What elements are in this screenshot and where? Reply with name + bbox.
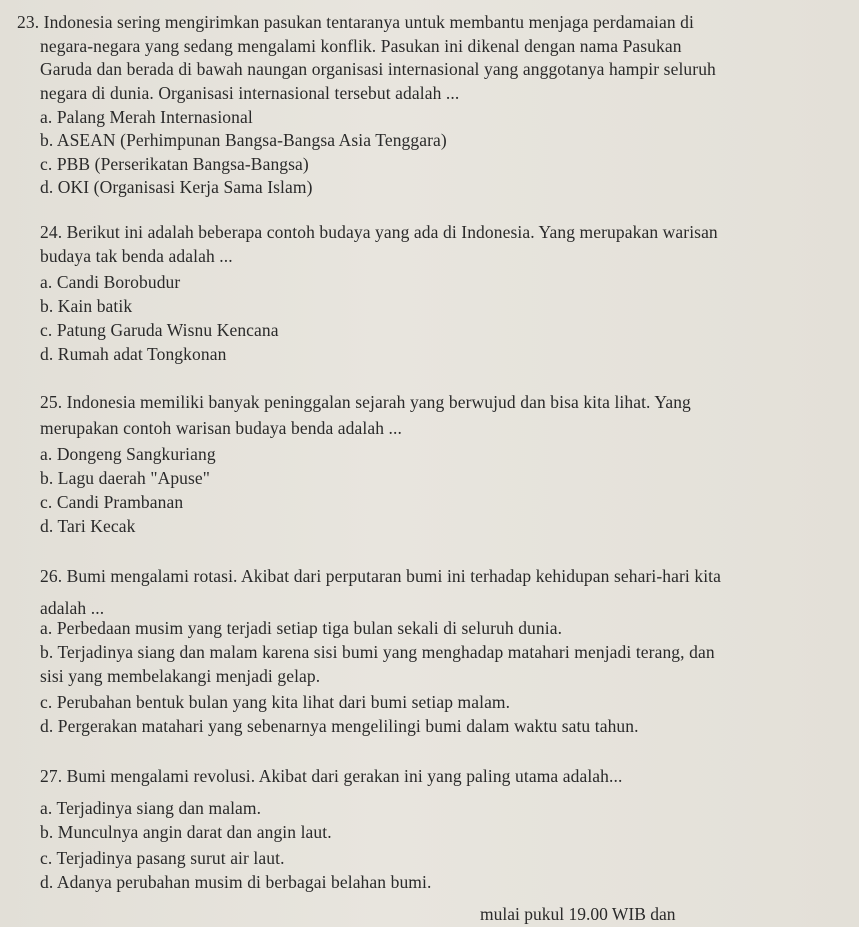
question-23-line-3: Garuda dan berada di bawah naungan organisasi internasional yang anggotanya hampir seluruh [40,59,716,79]
question-25-option-b: b. Lagu daerah "Apuse" [40,468,211,488]
question-23-line-2: negara-negara yang sedang mengalami konflik. Pasukan ini dikenal dengan nama Pasukan [40,36,682,56]
question-23-option-d: d. OKI (Organisasi Kerja Sama Islam) [40,177,313,197]
question-24-option-d: d. Rumah adat Tongkonan [40,344,227,364]
question-23-line-1: 23. Indonesia sering mengirimkan pasukan tentaranya untuk membantu menjaga perdamaian di [17,12,694,32]
question-26-option-b: b. Terjadinya siang dan malam karena sisi bumi yang menghadap matahari menjadi terang, dan [40,642,715,662]
question-27-line-1: 27. Bumi mengalami revolusi. Akibat dari gerakan ini yang paling utama adalah... [40,766,623,786]
question-23-line-4: negara di dunia. Organisasi internasional tersebut adalah ... [40,83,460,103]
question-24-line-2: budaya tak benda adalah ... [40,246,233,266]
question-26-line-1: 26. Bumi mengalami rotasi. Akibat dari perputaran bumi ini terhadap kehidupan sehari-hari kita [40,566,722,586]
question-24-line-1: 24. Berikut ini adalah beberapa contoh budaya yang ada di Indonesia. Yang merupakan warisan [40,222,718,242]
question-27-option-d: d. Adanya perubahan musim di berbagai belahan bumi. [40,872,432,892]
question-26-option-b-cont: sisi yang membelakangi menjadi gelap. [40,666,321,686]
cut-off-next-text: mulai pukul 19.00 WIB dan [480,904,676,924]
question-23-option-a: a. Palang Merah Internasional [40,107,253,127]
question-24-option-c: c. Patung Garuda Wisnu Kencana [40,320,279,340]
question-25-line-1: 25. Indonesia memiliki banyak peninggalan sejarah yang berwujud dan bisa kita lihat. Yang [40,392,691,412]
question-23-option-c: c. PBB (Perserikatan Bangsa-Bangsa) [40,154,309,174]
question-25-line-2: merupakan contoh warisan budaya benda adalah ... [40,418,402,438]
question-27-option-a: a. Terjadinya siang dan malam. [40,798,262,818]
question-26-option-d: d. Pergerakan matahari yang sebenarnya mengelilingi bumi dalam waktu satu tahun. [40,716,639,736]
question-26-option-c: c. Perubahan bentuk bulan yang kita lihat dari bumi setiap malam. [40,692,511,712]
question-25-option-a: a. Dongeng Sangkuriang [40,444,216,464]
question-26-line-2: adalah ... [40,598,105,618]
question-27-option-b: b. Munculnya angin darat dan angin laut. [40,822,332,842]
question-26-option-a: a. Perbedaan musim yang terjadi setiap tiga bulan sekali di seluruh dunia. [40,618,563,638]
question-23-option-b: b. ASEAN (Perhimpunan Bangsa-Bangsa Asia Tenggara) [40,130,447,150]
question-24-option-b: b. Kain batik [40,296,133,316]
question-24-option-a: a. Candi Borobudur [40,272,181,292]
question-27-option-c: c. Terjadinya pasang surut air laut. [40,848,285,868]
question-25-option-d: d. Tari Kecak [40,516,136,536]
question-25-option-c: c. Candi Prambanan [40,492,184,512]
